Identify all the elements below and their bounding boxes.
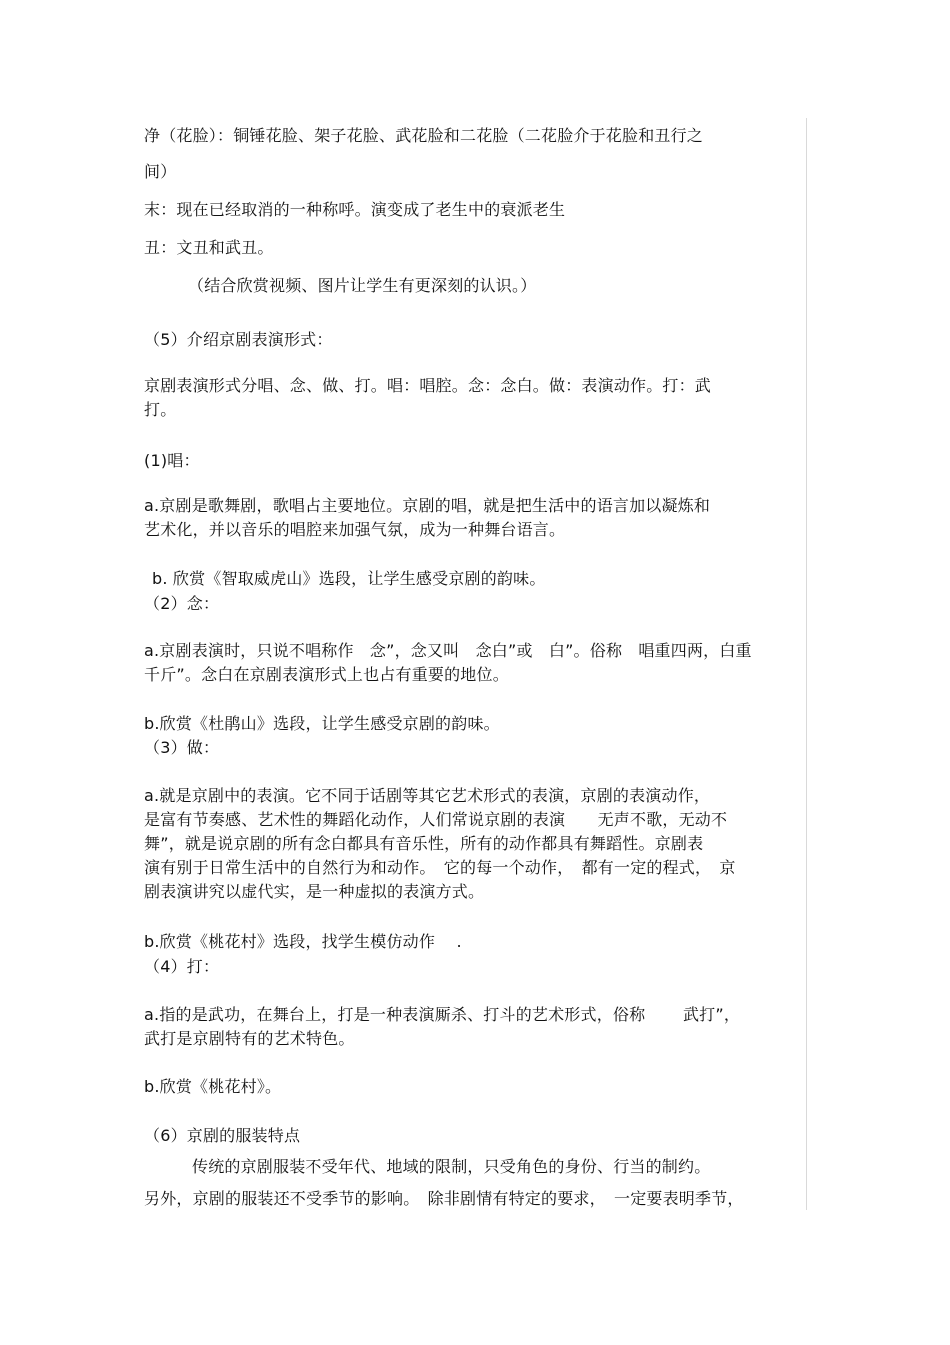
text-line: 末：现在已经取消的一种称呼。演变成了老生中的衰派老生: [144, 200, 566, 219]
text-line: 艺术化，并以音乐的唱腔来加强气氛，成为一种舞台语言。: [144, 520, 566, 539]
text-line: 剧表演讲究以虚代实，是一种虚拟的表演方式。: [144, 882, 485, 901]
text-line: a.京剧表演时，只说不唱称作 念”，念又叫 念白”或 白”。俗称 唱重四两，白重: [144, 641, 752, 660]
text-line: a.京剧是歌舞剧，歌唱占主要地位。京剧的唱，就是把生活中的语言加以凝炼和: [144, 496, 711, 515]
text-line: 舞”，就是说京剧的所有念白都具有音乐性，所有的动作都具有舞蹈性。京剧表: [144, 834, 704, 853]
text-line: 京剧表演形式分唱、念、做、打。唱：唱腔。念：念白。做：表演动作。打：武: [144, 376, 712, 395]
subsection-heading: （2）念：: [144, 594, 220, 613]
text-line: a.就是京剧中的表演。它不同于话剧等其它艺术形式的表演，京剧的表演动作，: [144, 786, 711, 805]
subsection-heading: （4）打：: [144, 957, 220, 976]
text-line: a.指的是武功，在舞台上，打是一种表演厮杀、打斗的艺术形式，俗称 武打”，: [144, 1005, 741, 1024]
section-heading: （5）介绍京剧表演形式：: [144, 330, 333, 349]
text-line: 传统的京剧服装不受年代、地域的限制，只受角色的身份、行当的制约。: [192, 1157, 711, 1176]
text-line: 另外，京剧的服装还不受季节的影响。 除非剧情有特定的要求， 一定要表明季节，: [144, 1189, 744, 1208]
text-line: 演有别于日常生活中的自然行为和动作。 它的每一个动作， 都有一定的程式， 京: [144, 858, 736, 877]
text-line: b.欣赏《杜鹃山》选段，让学生感受京剧的韵味。: [144, 714, 500, 733]
text-line: 打。: [144, 400, 177, 419]
text-line: 净（花脸）：铜锤花脸、架子花脸、武花脸和二花脸（二花脸介于花脸和丑行之: [144, 126, 704, 145]
subsection-heading: （3）做：: [144, 738, 220, 757]
text-line: 间）: [144, 162, 177, 181]
text-line: b.欣赏《桃花村》选段，找学生模仿动作 .: [144, 932, 462, 951]
section-heading: （6）京剧的服装特点: [144, 1126, 301, 1145]
text-line: 武打是京剧特有的艺术特色。: [144, 1029, 355, 1048]
text-line: （结合欣赏视频、图片让学生有更深刻的认识。）: [188, 276, 537, 295]
subsection-heading: (1)唱：: [144, 451, 200, 470]
text-line: 是富有节奏感、艺术性的舞蹈化动作，人们常说京剧的表演 无声不歌，无动不: [144, 810, 728, 829]
page-right-border: [806, 118, 807, 1210]
text-line: b.欣赏《桃花村》。: [144, 1077, 282, 1096]
text-line: b. 欣赏《智取威虎山》选段，让学生感受京剧的韵味。: [152, 569, 546, 588]
text-line: 千斤”。念白在京剧表演形式上也占有重要的地位。: [144, 665, 509, 684]
text-line: 丑：文丑和武丑。: [144, 238, 274, 257]
